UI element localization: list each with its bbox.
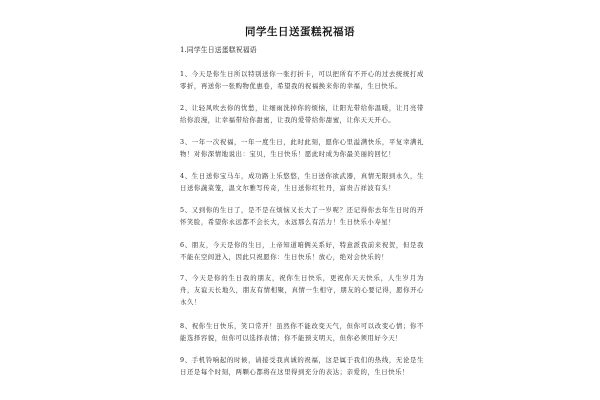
blessing-item: 9、手机铃响起的时候，请接受我真诚的祝福，这是属于我们的热线，无论是生日还是每个时刻，两颗心都将在这里得到充分的表达；亲爱的，生日快乐！ xyxy=(180,356,424,376)
blessing-item: 3、一年一次祝福，一年一度生日，此时此刻，愿你心里溢满快乐，平复幸满礼物！对你深情地说出：宝贝，生日快乐！愿此时成为你最美丽的回忆！ xyxy=(180,138,424,158)
document-title: 同学生日送蛋糕祝福语 xyxy=(245,26,355,38)
blessing-item: 5、又到你的生日了，是不是在烦恼又长大了一岁呢？还记得你去年生日时的开怀笑脸，希望你永远都不会长大，永远那么有活力！生日快乐小寿星！ xyxy=(180,206,424,226)
blessing-item: 6、朋友，今天是你的生日，上帝知道咱俩关系好，特意派我前来祝贺，但是我不能在空间进入，因此只祝愿你：生日快乐！放心，绝对会快乐的！ xyxy=(180,241,424,261)
blessing-list xyxy=(180,68,424,388)
blessing-item: 7、今天是你的生日我的朋友，祝你生日快乐，更祝你天天快乐，人生岁月为舟，友谊天长地久，朋友有情相聚，真情一生相守，朋友的心要记得，愿你开心永久！ xyxy=(180,274,424,306)
blessing-item: 1、今天是你生日所以特别送你一张打折卡，可以把所有不开心的过去统统打成零折，再送你一张购物优惠卷，希望我的祝福换来你的幸福，生日快乐。 xyxy=(180,70,424,90)
blessing-item: 2、让轻风吹去你的忧愁，让细雨洗掉你的烦恼，让阳光带给你温暖，让月亮带给你浪漫，让幸福带给你甜蜜，让我的爱带给你甜蜜，让你天天开心。 xyxy=(180,104,424,124)
blessing-item: 4、生日送你宝马车，成功路上乐悠悠，生日送你欲武器，真情无限到永久，生日送你蔬菜笼，温文尔雅写传奇，生日送你红牡丹，富贵吉祥波有头！ xyxy=(180,172,424,192)
blessing-item: 8、祝你生日快乐，笑口常开！虽然你不能改变天气，但你可以改变心情；你不能选择容貌，但你可以选择表情；你不能预支明天，但你必须用好今天！ xyxy=(180,322,424,342)
document-subtitle: 1.同学生日送蛋糕祝福语 xyxy=(180,46,257,54)
